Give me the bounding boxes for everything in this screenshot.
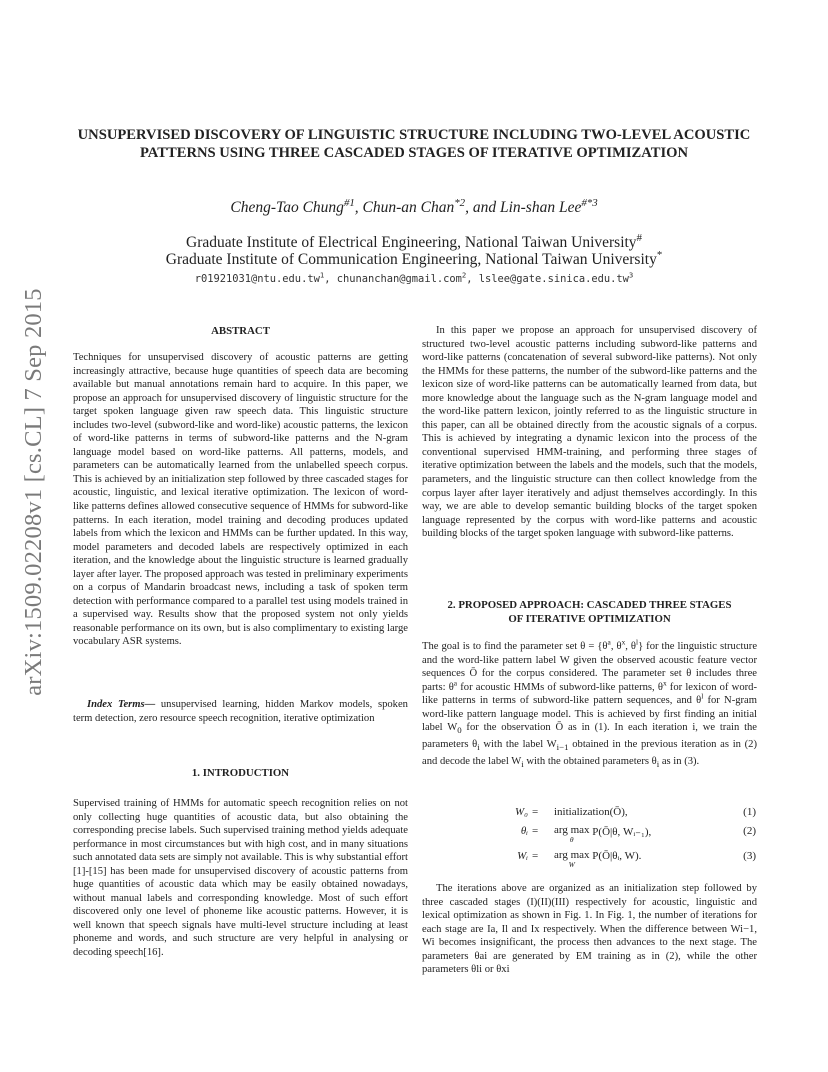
eq3-number: (3) [743,850,756,862]
abstract-text: Techniques for unsupervised discovery of acoustic patterns are getting increasingly attractive, because huge quantities of speech data are becoming available but manual annotations remain hard to acquire. In this paper, we propose an approach for unsupervised discovery of linguistic structure for the target spoken language given raw speech data. This linguistic structure includes two-level (subword-like and word-like) acoustic patterns, the lexicon of word-like patterns in terms of subword-like patterns and the N-gram language model based on word-like patterns. All patterns, models, and parameters can be automatically learned from the unlabelled speech corpus. This is achieved by an initialization step followed by three cascaded stages for acoustic, linguistic, and lexical iterative optimization. The lexicon of word-like patterns defines allowed consecutive sequence of HMMs for subword-like patterns. In each iteration, model training and decoding produces updated labels from which the lexicon and HMMs can be further updated. In this way, model parameters and decoded labels are respectively optimized in each iteration, and the knowledge about the linguistic structure is learned gradually layer after layer. The proposed approach was tested in preliminary experiments on a corpus of Mandarin broadcast news, including a task of spoken term detection with performance compared to a parallel test using models trained in a supervised way. Results show that the proposed system not only yields reasonable performance on its own, but is also complimentary to existing large vocabulary ASR systems. [73,352,408,648]
section2-heading [422,598,757,626]
eq2-lhs: θᵢ [520,825,528,837]
eq1-lhs: W₀ [515,806,528,818]
section2-text-2: The iterations above are organized as an initialization step followed by three cascaded stages (I)(II)(III) respectively for acoustic, linguistic and lexical optimization as shown in Fig. 1. In Fig. 1, the number of iterations for each stage are Ia, Il and Ix respectively. When the difference between Wi−1, Wi becomes insignificant, the process then advances to the next stage. The parameters θai are generated by EM training as in (2), while the other parameters θli or θxi [422,883,757,976]
eq2-argmax-sub: θ [569,835,574,844]
affiliation-2 [70,248,758,269]
eq1-rhs: initialization(Ō), [554,806,628,818]
section2-text-1: The goal is to find the parameter set $\theta = \{\theta^a$, $\theta^x$, $\theta^l$} for the linguistic structure and the word-like pattern label W given the observed acoustic feature vector sequences Ō for the corpus considered. The parameter set θ includes three parts: $\theta^a$ for acoustic HMMs of subword-like patterns, $\theta^x$ for lexicon of word-like patterns in terms of subword-like pattern sequences, and $\theta^l$ for N-gram word-like pattern language model. This is achieved by first finding an initial label $W_0$ for the observation Ō as in (1). In each iteration i, we train the parameters $\theta_i$ with the label $W_{i-1}$ obtained in the previous iteration as in (2) and decode the label $W_i$ with the obtained parameters $\theta_i$ as in (3). [422,637,758,769]
eq3-op: = [532,850,539,862]
right-intro [422,324,757,541]
section2-heading-line2: OF ITERATIVE OPTIMIZATION [508,613,671,625]
right-intro-text: In this paper we propose an approach for unsupervised discovery of structured two-level acoustic patterns including subword-like patterns and word-like patterns (concatenation of several subword-like patterns). Not only the HMMs for these patterns, the number of the subword-like patterns and the lexicon size of word-like patterns can be automatically learned from data, but more knowledge about the language such as the N-gram language model and the word-like pattern lexicon, jointly referred to as the linguistic structure in this paper, can all be obtained directly from the acoustic signals of a corpus. This is achieved by integrating a dynamic lexicon into the process of the conventional supervised HMM-training, and performing three stages of iterative optimization between the labels and the models, such that the models, parameters, and the linguistic structure can then collect knowledge from the corpus layer after layer iteratively and adjust themselves accordingly. In this way, we are able to develop semantic building blocks of the target spoken language represented by the corpus with word-like patterns and acoustic building blocks of the target spoken language with subword-like patterns. [422,325,757,540]
eq3-lhs: Wᵢ [517,850,528,862]
email-2[interactable]: chunanchan@gmail.com [336,273,462,285]
affiliation-2-text: Graduate Institute of Communication Engineering, National Taiwan University [165,251,657,268]
eq2-rhs [554,825,651,844]
author-line: Cheng-Tao Chung$^{\#1}$, Chun-an Chan$^{*2}$, and Lin-shan Lee$^{\#*3}$ [230,196,598,216]
eq1-op: = [532,806,539,818]
section2-para2 [422,882,757,977]
abstract-heading: ABSTRACT [211,325,270,337]
email-1[interactable]: r01921031@ntu.edu.tw [194,273,320,285]
author-1: Cheng-Tao Chung [230,199,344,216]
intro-heading: 1. INTRODUCTION [191,767,290,779]
arxiv-side-stamp [20,288,48,696]
arxiv-id: arXiv:1509.02208v1 [cs.CL] 7 Sep 2015 [20,288,47,696]
affiliation-2-mark: * [656,248,663,261]
email-line: $r01921031@ntu.edu.tw^1$, chunanchan@gmail.com$^2$, $lslee@gate.sinica.edu.tw^3$ [194,270,634,285]
section2-heading-line1: 2. PROPOSED APPROACH: CASCADED THREE STAGES [447,599,732,611]
eq1-number: (1) [743,806,756,818]
email-2-mark: 2 [461,270,467,280]
eq3-argmax-sub: W [568,860,575,869]
paper-title: UNSUPERVISED DISCOVERY OF LINGUISTIC STRUCTURE INCLUDING TWO-LEVEL ACOUSTIC PATTERNS USING THREE CASCADED STAGES OF ITERATIVE OPTIMIZATION [77,127,751,161]
equation-1 [470,806,760,824]
index-terms-text: unsupervised learning, hidden Markov models, spoken term detection, zero resource speech recognition, iterative optimization [73,699,408,724]
eq2-op: = [532,825,539,837]
affiliation-1-text: Graduate Institute of Electrical Engineering, National Taiwan University [186,234,637,251]
index-terms [73,698,408,725]
email-3[interactable]: lslee@gate.sinica.edu.tw [478,273,629,285]
author-3: Lin-shan Lee [499,199,582,216]
eq2-argmax: arg max [554,824,590,836]
affiliation-1 [70,231,758,252]
email-3-mark: 3 [628,270,634,280]
eq2-number: (2) [743,825,756,837]
affiliation-1-mark: # [636,231,642,244]
intro-body [73,797,408,960]
eq2-expr: P(Ō|θ, Wᵢ₋₁), [592,826,652,838]
eq3-expr: P(Ō|θᵢ, W). [592,850,642,862]
author-1-mark: #1 [343,196,355,209]
index-terms-label: Index Terms— [87,699,156,710]
eq3-rhs [554,850,641,869]
author-3-mark: #*3 [581,196,598,209]
abstract-body [73,351,408,649]
email-1-mark: 1 [319,270,325,280]
intro-text: Supervised training of HMMs for automatic speech recognition relies on not only collecting huge quantities of acoustic data, but also obtaining the corresponding precise labels. Such supervised training method yields adequate performance in most circumstances but with high cost, and in many situations such annotated data sets are simply not available. This is why substantial effort [1]-[15] has been made for unsupervised discovery of acoustic patterns from huge quantities of acoustic data which may be easily obtained nowadays, without manual labels and corresponding knowledge. Most of such effort discovered only one level of phoneme like acoustic patterns. However, it is well known that speech signals have multi-level structure including at least phoneme and words, and such structure are very helpful in analysing or decoding speech[16]. [73,798,408,959]
section2-para1 [422,637,758,771]
author-2: Chun-an Chan [362,199,455,216]
eq3-argmax: arg max [554,849,590,861]
author-2-mark: *2 [454,196,466,209]
equation-3 [470,850,760,872]
equation-2 [470,825,760,847]
